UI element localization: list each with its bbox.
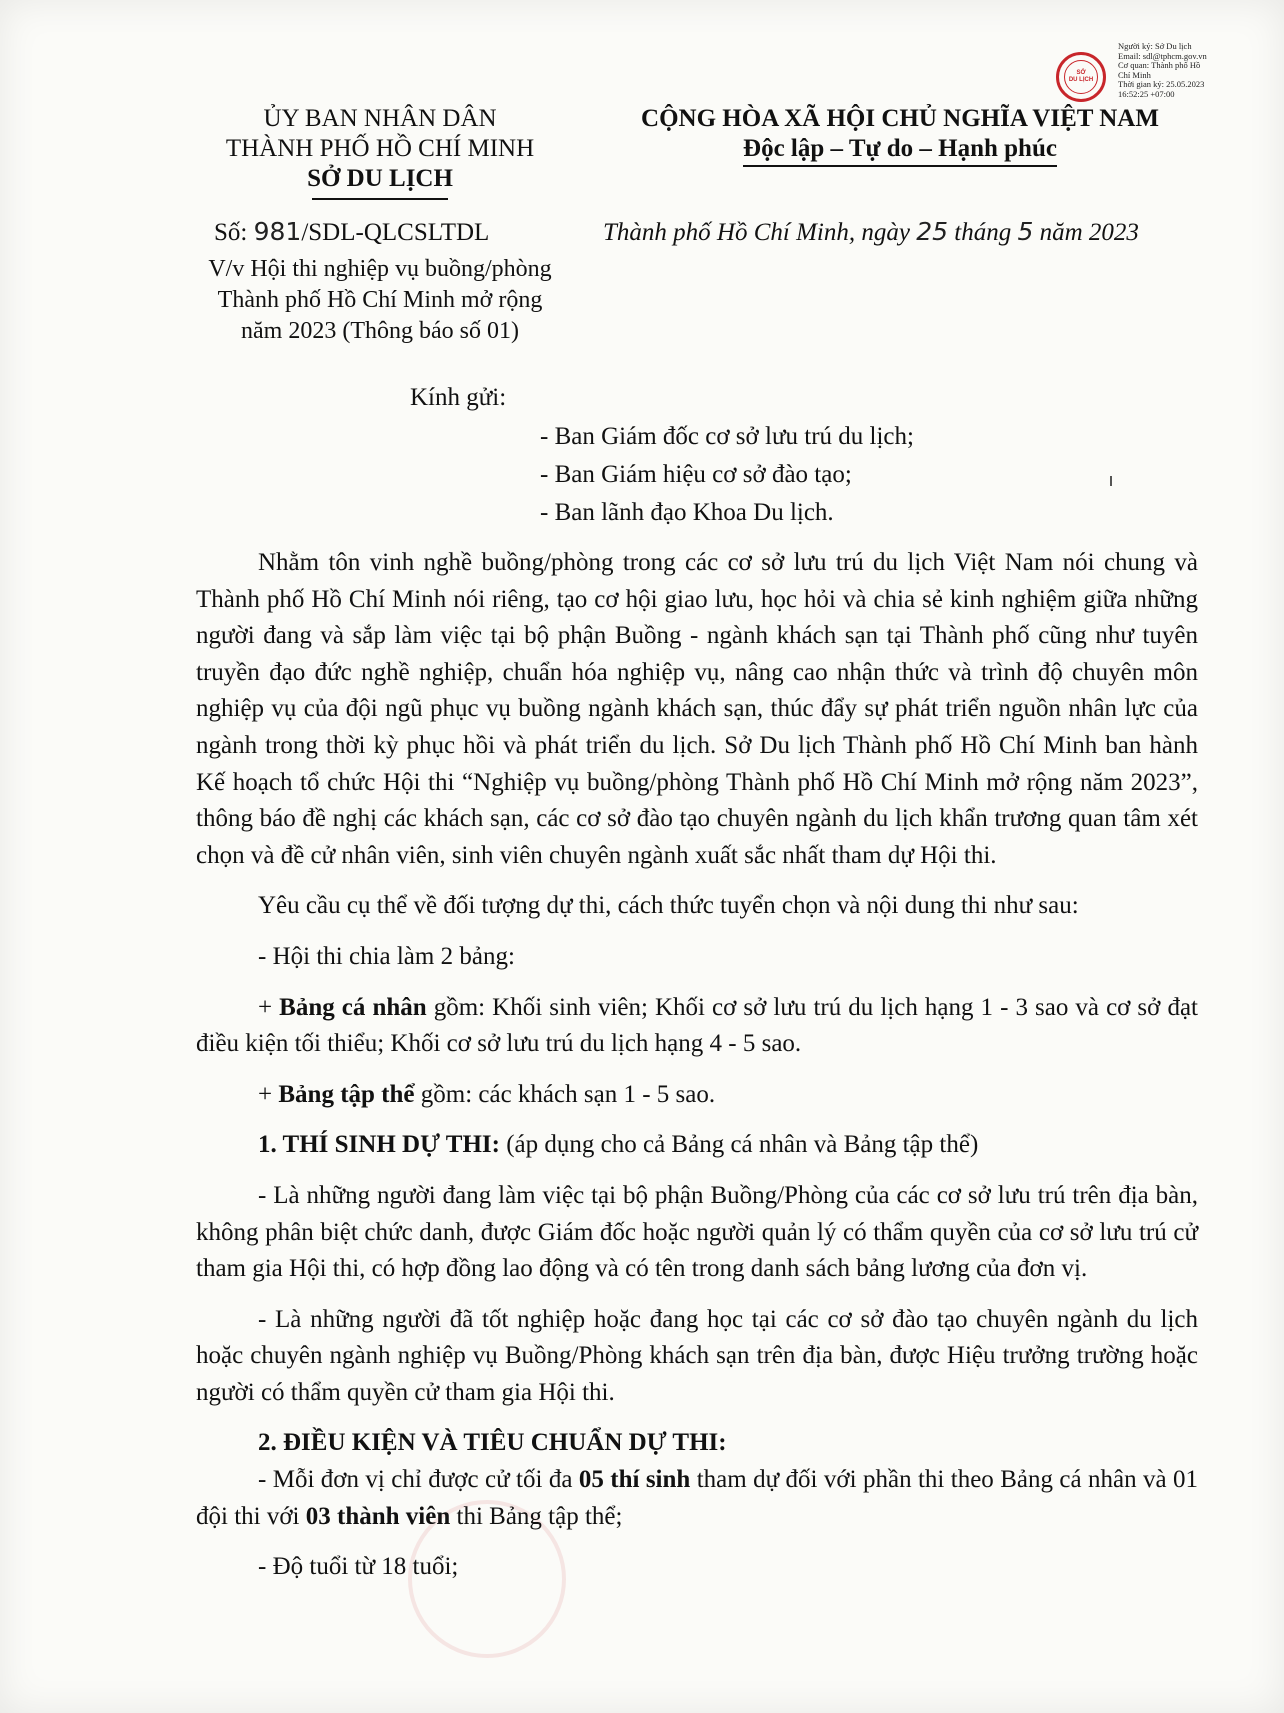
national-motto: Độc lập – Tự do – Hạnh phúc: [743, 134, 1057, 167]
date-text-2: tháng: [954, 219, 1012, 246]
recipient-item: - Ban lãnh đạo Khoa Du lịch.: [540, 499, 834, 526]
team-board-text: gồm: các khách sạn 1 - 5 sao.: [414, 1080, 716, 1108]
quota-bold-b: 05 thí sinh: [578, 1466, 691, 1494]
document-number: [214, 217, 489, 247]
subject-line1: V/v Hội thi nghiệp vụ buồng/phòng: [208, 256, 552, 282]
paragraph-intro: Nhằm tôn vinh nghề buồng/phòng trong các cơ sở lưu trú du lịch Việt Nam nói chung và Thành phố Hồ Chí Minh nói riêng, tạo cơ hội giao lưu, học hỏi và chia sẻ kinh nghiệm giữa những người đang và sắp làm việc tại bộ phận Buồng - ngành khách sạn tại Thành phố cũng như tuyên truyền đạo đức nghề nghiệp, chuẩn hóa nghiệp vụ, nâng cao nhận thức và trình độ chuyên môn nghiệp vụ của đội ngũ phục vụ buồng ngành khách sạn, thúc đẩy sự phát triển nguồn nhân lực của ngành trong thời kỳ phục hồi và phát triển du lịch. Sở Du lịch Thành phố Hồ Chí Minh ban hành Kế hoạch tổ chức Hội thi “Nghiệp vụ buồng/phòng Thành phố Hồ Chí Minh mở rộng năm 2023”, thông báo đề nghị các khách sạn, các cơ sở đào tạo chuyên ngành du lịch khẩn trương quan tâm xét chọn và đề cử nhân viên, sinh viên chuyên ngành xuất sắc nhất tham dự Hội thi.: [196, 549, 1198, 869]
bullet-plus: +: [258, 993, 280, 1021]
bullet-plus: +: [258, 1080, 279, 1108]
subject-line3: năm 2023 (Thông báo số 01): [241, 318, 519, 344]
quota-bold-d: 03 thành viên: [305, 1502, 451, 1530]
paragraph-team-board: [196, 1077, 1198, 1114]
signature-line: Email: sdl@tphcm.gov.vn: [1118, 50, 1207, 61]
signature-line: 16:52:25 +07:00: [1118, 88, 1175, 99]
paragraph-age: - Độ tuổi từ 18 tuổi;: [258, 1553, 459, 1581]
recipient-item: - Ban Giám đốc cơ sở lưu trú du lịch;: [540, 423, 914, 450]
date-text-1: Thành phố Hồ Chí Minh, ngày: [603, 219, 910, 246]
heading-1-bold: 1. THÍ SINH DỰ THI:: [258, 1131, 500, 1159]
paragraph-students: - Là những người đã tốt nghiệp hoặc đang học tại các cơ sở đào tạo chuyên ngành du lịch hoặc chuyên ngành nghiệp vụ Buồng/Phòng khách sạn trên địa bàn, được Hiệu trưởng trường hoặc người có thẩm quyền cử tham gia Hội thi.: [196, 1305, 1198, 1406]
paragraph-requirements: Yêu cầu cụ thể về đối tượng dự thi, cách thức tuyển chọn và nội dung thi như sau:: [258, 892, 1079, 920]
individual-board-label: Bảng cá nhân: [279, 993, 427, 1021]
document-body: [196, 545, 1198, 1586]
authority-line1: ỦY BAN NHÂN DÂN: [263, 105, 497, 132]
stamp-text-line1: SỞ: [1076, 70, 1086, 76]
authority-line2: THÀNH PHỐ HỒ CHÍ MINH: [225, 135, 535, 162]
document-subject: [180, 254, 580, 347]
digital-signature-stamp: [1056, 52, 1106, 102]
recipient-list: [540, 418, 914, 532]
number-handwritten: 981: [253, 217, 302, 246]
subject-line2: Thành phố Hồ Chí Minh mở rộng: [217, 287, 543, 313]
paragraph-boards: - Hội thi chia làm 2 bảng:: [258, 942, 515, 970]
individual-board-text: gồm: Khối sinh viên; Khối cơ sở lưu trú du lịch hạng 1 - 3 sao và cơ sở đạt điều kiện tối thiểu; Khối cơ sở lưu trú du lịch hạng 4 - 5 sao.: [196, 993, 1198, 1058]
signature-line: Người ký: Sở Du lịch: [1118, 41, 1192, 51]
signature-line: Cơ quan: Thành phố Hồ: [1118, 60, 1201, 70]
salutation: Kính gửi:: [410, 384, 507, 411]
national-header: [615, 104, 1185, 167]
signature-line: Thời gian ký: 25.05.2023: [1118, 79, 1205, 89]
date-day-handwritten: 25: [916, 217, 949, 246]
section-heading-2: 2. ĐIỀU KIỆN VÀ TIÊU CHUẨN DỰ THI:: [258, 1429, 727, 1457]
authority-line3: SỞ DU LỊCH: [307, 165, 453, 192]
heading-1-note: (áp dụng cho cả Bảng cá nhân và Bảng tập thể): [499, 1131, 979, 1159]
number-suffix: /SDL-QLCSLTDL: [301, 219, 490, 246]
digital-signature-info: [1118, 42, 1278, 99]
team-board-label: Bảng tập thể: [278, 1080, 415, 1108]
date-text-3: năm 2023: [1039, 219, 1139, 246]
scan-mark: [1110, 476, 1112, 486]
authority-underline: [312, 198, 448, 200]
paragraph-employees: - Là những người đang làm việc tại bộ phận Buồng/Phòng của các cơ sở lưu trú trên địa bàn, không phân biệt chức danh, được Giám đốc hoặc người quản lý có thẩm quyền của cơ sở lưu trú cử tham gia Hội thi, có hợp đồng lao động và có tên trong danh sách bảng lương của đơn vị.: [196, 1181, 1198, 1283]
signature-line: Chí Minh: [1118, 69, 1151, 80]
paragraph-quota: [196, 1462, 1198, 1535]
quota-text-e: thi Bảng tập thể;: [450, 1502, 623, 1530]
number-prefix: Số:: [214, 219, 248, 246]
quota-text-a: - Mỗi đơn vị chỉ được cử tối đa: [258, 1466, 579, 1494]
date-month-handwritten: 5: [1017, 217, 1034, 246]
document-date: [603, 217, 1139, 247]
nation-title: CỘNG HÒA XÃ HỘI CHỦ NGHĨA VIỆT NAM: [641, 105, 1159, 132]
paragraph-individual-board: [196, 990, 1198, 1063]
issuing-authority: [180, 104, 580, 200]
recipient-item: - Ban Giám hiệu cơ sở đào tạo;: [540, 461, 852, 488]
section-heading-1: [196, 1127, 1198, 1164]
stamp-text-line2: DU LỊCH: [1068, 77, 1094, 83]
quota-text-c: tham dự đối với phần thi theo Bảng cá nhân và 01 đội thi với: [196, 1466, 1198, 1530]
